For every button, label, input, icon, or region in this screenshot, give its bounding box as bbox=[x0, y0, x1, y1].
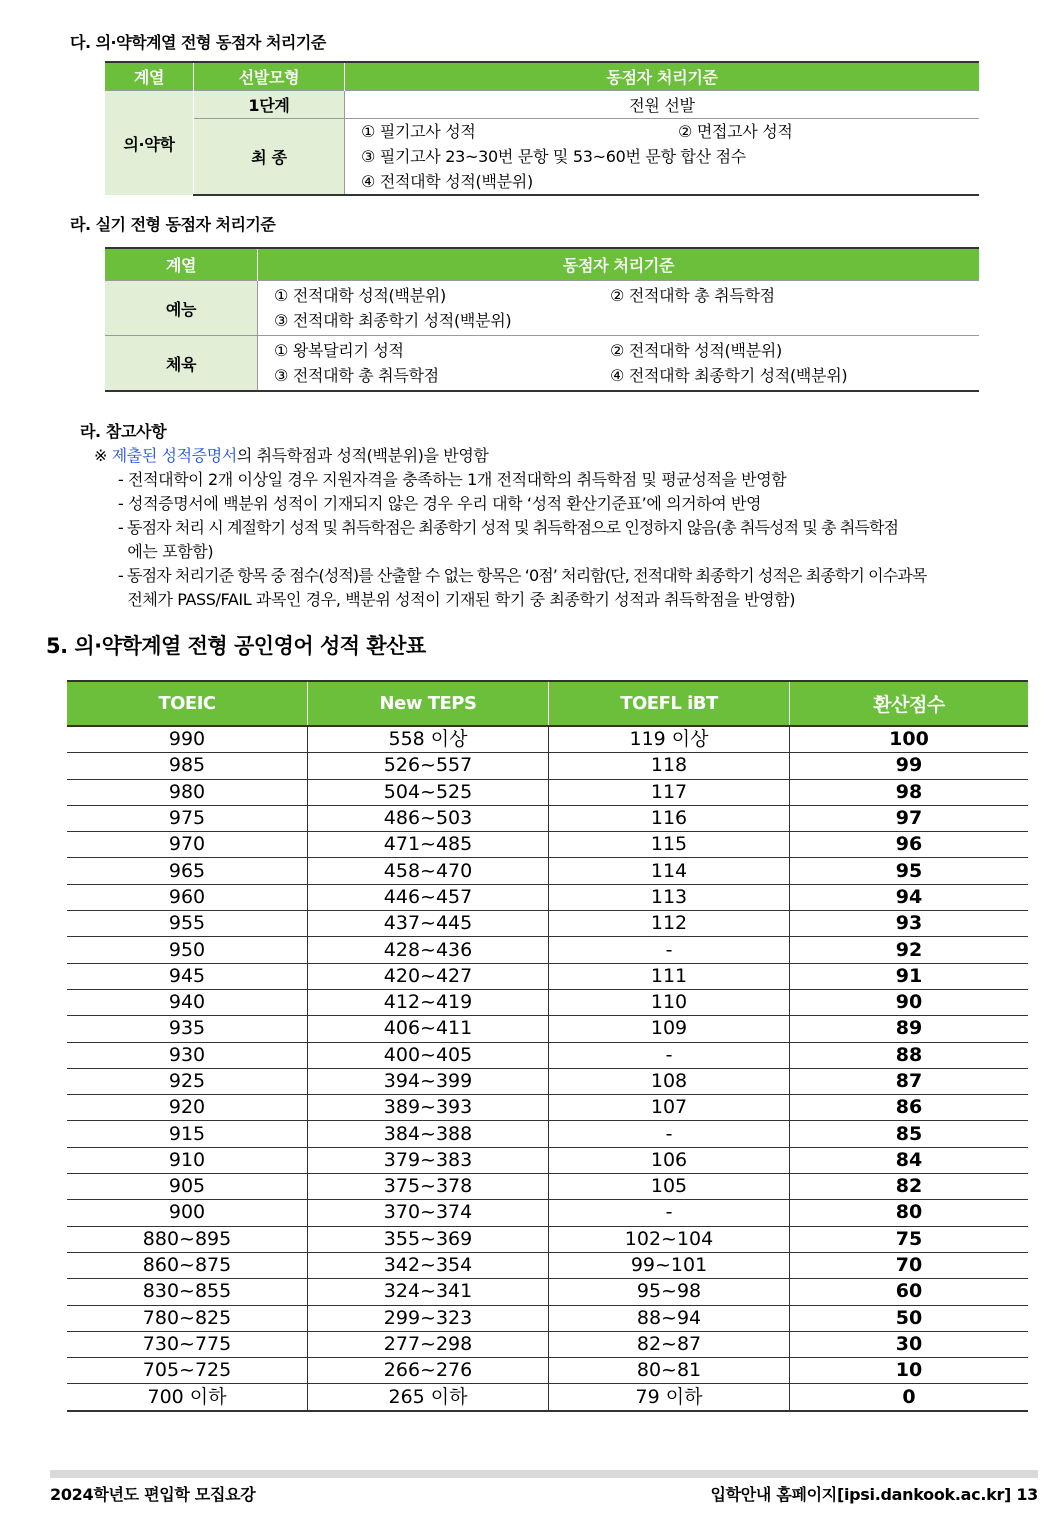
toefl-cell: 79 이하 bbox=[549, 1384, 790, 1411]
note-line-6: 전체가 PASS/FAIL 과목인 경우, 백분위 성적이 기재된 학기 중 최종학기 성적과 취득학점을 반영함) bbox=[118, 590, 796, 609]
toeic-cell: 705~725 bbox=[67, 1358, 308, 1384]
teps-cell: 266~276 bbox=[308, 1358, 549, 1384]
teps-cell: 458~470 bbox=[308, 858, 549, 884]
score-cell: 60 bbox=[790, 1279, 1029, 1305]
score-cell: 30 bbox=[790, 1331, 1029, 1357]
table-row bbox=[67, 884, 1028, 910]
teps-cell: 277~298 bbox=[308, 1331, 549, 1357]
footer-left: 2024학년도 편입학 모집요강 bbox=[50, 1485, 256, 1504]
final-items bbox=[345, 119, 980, 196]
table-row bbox=[67, 832, 1028, 858]
toefl-cell: 109 bbox=[549, 1016, 790, 1042]
toefl-cell: 110 bbox=[549, 989, 790, 1015]
arts-item-3: ③ 전적대학 최종학기 성적(백분위) bbox=[274, 311, 512, 330]
sports-item-4: ④ 전적대학 최종학기 성적(백분위) bbox=[610, 366, 848, 385]
toeic-cell: 830~855 bbox=[67, 1279, 308, 1305]
header-criteria: 동점자 처리기준 bbox=[345, 62, 980, 91]
score-cell: 50 bbox=[790, 1305, 1029, 1331]
toefl-cell: 116 bbox=[549, 805, 790, 831]
teps-cell: 486~503 bbox=[308, 805, 549, 831]
toefl-cell: 80~81 bbox=[549, 1358, 790, 1384]
teps-cell: 420~427 bbox=[308, 963, 549, 989]
table-row bbox=[67, 1095, 1028, 1121]
table-row bbox=[67, 1200, 1028, 1226]
teps-cell: 558 이상 bbox=[308, 726, 549, 753]
arts-line-1 bbox=[274, 283, 979, 308]
toefl-cell: 117 bbox=[549, 779, 790, 805]
notes-lead-rest: 의 취득학점과 성적(백분위)을 반영함 bbox=[236, 446, 489, 465]
sports-item-2: ② 전적대학 성적(백분위) bbox=[610, 341, 782, 360]
toeic-cell: 780~825 bbox=[67, 1305, 308, 1331]
toefl-cell: 115 bbox=[549, 832, 790, 858]
toefl-cell: - bbox=[549, 937, 790, 963]
teps-cell: 375~378 bbox=[308, 1174, 549, 1200]
header-category: 계열 bbox=[165, 256, 197, 275]
score-cell: 70 bbox=[790, 1252, 1029, 1278]
score-cell: 86 bbox=[790, 1095, 1029, 1121]
category-arts: 예능 bbox=[105, 281, 258, 336]
arts-items bbox=[258, 281, 980, 336]
toeic-cell: 960 bbox=[67, 884, 308, 910]
notes-lead bbox=[80, 444, 1040, 468]
table-row bbox=[67, 753, 1028, 779]
toeic-cell: 860~875 bbox=[67, 1252, 308, 1278]
header-model: 선발모형 bbox=[194, 62, 345, 91]
score-cell: 98 bbox=[790, 779, 1029, 805]
table-row bbox=[67, 911, 1028, 937]
score-cell: 90 bbox=[790, 989, 1029, 1015]
teps-cell: 412~419 bbox=[308, 989, 549, 1015]
score-cell: 85 bbox=[790, 1121, 1029, 1147]
final-item-1: ① 필기고사 성적 bbox=[361, 122, 476, 141]
score-cell: 91 bbox=[790, 963, 1029, 989]
toeic-cell: 925 bbox=[67, 1068, 308, 1094]
toefl-cell: 102~104 bbox=[549, 1226, 790, 1252]
toefl-cell: 88~94 bbox=[549, 1305, 790, 1331]
toeic-cell: 730~775 bbox=[67, 1331, 308, 1357]
teps-cell: 299~323 bbox=[308, 1305, 549, 1331]
reference-mark: ※ bbox=[94, 446, 112, 465]
toeic-cell: 940 bbox=[67, 989, 308, 1015]
score-cell: 88 bbox=[790, 1042, 1029, 1068]
score-cell: 93 bbox=[790, 911, 1029, 937]
score-cell: 97 bbox=[790, 805, 1029, 831]
table-row bbox=[67, 1121, 1028, 1147]
toeic-cell: 985 bbox=[67, 753, 308, 779]
note-line-5: - 동점자 처리기준 항목 중 점수(성적)를 산출할 수 없는 항목은 ‘0점’ 처리함(단, 전적대학 최종학기 성적은 최종학기 이수과목 bbox=[118, 566, 927, 585]
tie-break-table-practical bbox=[105, 247, 979, 392]
teps-cell: 400~405 bbox=[308, 1042, 549, 1068]
teps-cell: 389~393 bbox=[308, 1095, 549, 1121]
toeic-cell: 900 bbox=[67, 1200, 308, 1226]
teps-cell: 355~369 bbox=[308, 1226, 549, 1252]
score-cell: 10 bbox=[790, 1358, 1029, 1384]
toeic-cell: 950 bbox=[67, 937, 308, 963]
toeic-cell: 970 bbox=[67, 832, 308, 858]
category-sports: 체육 bbox=[105, 336, 258, 392]
final-item-2: ② 면접고사 성적 bbox=[678, 122, 793, 141]
table-row bbox=[67, 937, 1028, 963]
section-ra-title: 라. 실기 전형 동점자 처리기준 bbox=[70, 215, 276, 234]
score-cell: 96 bbox=[790, 832, 1029, 858]
section-da-title: 다. 의·약학계열 전형 동점자 처리기준 bbox=[70, 33, 326, 52]
table-row bbox=[67, 1252, 1028, 1278]
teps-cell: 324~341 bbox=[308, 1279, 549, 1305]
toeic-cell: 700 이하 bbox=[67, 1384, 308, 1411]
teps-cell: 370~374 bbox=[308, 1200, 549, 1226]
header-criteria: 동점자 처리기준 bbox=[258, 248, 980, 281]
teps-cell: 394~399 bbox=[308, 1068, 549, 1094]
teps-cell: 379~383 bbox=[308, 1147, 549, 1173]
final-label: 최 종 bbox=[194, 119, 345, 196]
table-row bbox=[67, 1068, 1028, 1094]
toefl-cell: 119 이상 bbox=[549, 726, 790, 753]
sports-item-1: ① 왕복달리기 성적 bbox=[274, 341, 404, 360]
table-row bbox=[67, 1279, 1028, 1305]
arts-item-2: ② 전적대학 총 취득학점 bbox=[610, 286, 775, 305]
section5-title: 5. 의·약학계열 전형 공인영어 성적 환산표 bbox=[46, 634, 426, 658]
toefl-cell: - bbox=[549, 1200, 790, 1226]
sports-line-2 bbox=[274, 363, 979, 388]
notes-section bbox=[80, 420, 1040, 612]
score-cell: 87 bbox=[790, 1068, 1029, 1094]
table-row bbox=[67, 1305, 1028, 1331]
toeic-cell: 910 bbox=[67, 1147, 308, 1173]
score-cell: 80 bbox=[790, 1200, 1029, 1226]
score-cell: 84 bbox=[790, 1147, 1029, 1173]
teps-cell: 504~525 bbox=[308, 779, 549, 805]
teps-cell: 446~457 bbox=[308, 884, 549, 910]
toeic-cell: 955 bbox=[67, 911, 308, 937]
table-row bbox=[67, 1174, 1028, 1200]
table-row bbox=[67, 858, 1028, 884]
header-score: 환산점수 bbox=[790, 681, 1029, 726]
score-cell: 75 bbox=[790, 1226, 1029, 1252]
toefl-cell: 114 bbox=[549, 858, 790, 884]
toeic-cell: 945 bbox=[67, 963, 308, 989]
toefl-cell: 105 bbox=[549, 1174, 790, 1200]
table-row bbox=[67, 1042, 1028, 1068]
notes-title: 라. 참고사항 bbox=[80, 422, 167, 441]
toefl-cell: - bbox=[549, 1042, 790, 1068]
header-toefl: TOEFL iBT bbox=[549, 681, 790, 726]
toefl-cell: 108 bbox=[549, 1068, 790, 1094]
toefl-cell: 112 bbox=[549, 911, 790, 937]
notes-highlight: 제출된 성적증명서 bbox=[111, 446, 237, 465]
teps-cell: 526~557 bbox=[308, 753, 549, 779]
teps-cell: 471~485 bbox=[308, 832, 549, 858]
toeic-cell: 920 bbox=[67, 1095, 308, 1121]
stage1-value: 전원 선발 bbox=[345, 91, 980, 119]
toeic-cell: 965 bbox=[67, 858, 308, 884]
english-score-table bbox=[67, 680, 1028, 1412]
teps-cell: 406~411 bbox=[308, 1016, 549, 1042]
arts-item-1: ① 전적대학 성적(백분위) bbox=[274, 286, 446, 305]
table-row bbox=[67, 989, 1028, 1015]
table-row bbox=[67, 1331, 1028, 1357]
toefl-cell: 95~98 bbox=[549, 1279, 790, 1305]
toeic-cell: 975 bbox=[67, 805, 308, 831]
score-cell: 95 bbox=[790, 858, 1029, 884]
toeic-cell: 980 bbox=[67, 779, 308, 805]
table-row bbox=[67, 1016, 1028, 1042]
footer-bar bbox=[50, 1470, 1038, 1478]
category-medical: 의·약학 bbox=[105, 91, 194, 196]
score-cell: 100 bbox=[790, 726, 1029, 753]
teps-cell: 384~388 bbox=[308, 1121, 549, 1147]
score-cell: 89 bbox=[790, 1016, 1029, 1042]
note-line-3: - 동점자 처리 시 계절학기 성적 및 취득학점은 최종학기 성적 및 취득학점으로 인정하지 않음(총 취득성적 및 총 취득학점 bbox=[118, 518, 899, 537]
header-teps: New TEPS bbox=[308, 681, 549, 726]
sports-line-1 bbox=[274, 338, 979, 363]
teps-cell: 342~354 bbox=[308, 1252, 549, 1278]
table-row bbox=[67, 1226, 1028, 1252]
toefl-cell: 118 bbox=[549, 753, 790, 779]
toefl-cell: - bbox=[549, 1121, 790, 1147]
note-line-1: - 전적대학이 2개 이상일 경우 지원자격을 충족하는 1개 전적대학의 취득학점 및 평균성적을 반영함 bbox=[118, 470, 787, 489]
teps-cell: 428~436 bbox=[308, 937, 549, 963]
toeic-cell: 915 bbox=[67, 1121, 308, 1147]
table-row bbox=[67, 805, 1028, 831]
note-line-2: - 성적증명서에 백분위 성적이 기재되지 않은 경우 우리 대학 ‘성적 환산기준표’에 의거하여 반영 bbox=[118, 494, 762, 513]
table-row bbox=[67, 1358, 1028, 1384]
teps-cell: 265 이하 bbox=[308, 1384, 549, 1411]
toefl-cell: 113 bbox=[549, 884, 790, 910]
footer-right: 입학안내 홈페이지[ipsi.dankook.ac.kr] 13 bbox=[710, 1485, 1038, 1504]
note-line-4: 에는 포함함) bbox=[118, 542, 214, 561]
header-category: 계열 bbox=[133, 68, 165, 87]
stage1-label: 1단계 bbox=[194, 91, 345, 119]
table-row bbox=[67, 726, 1028, 753]
sports-item-3: ③ 전적대학 총 취득학점 bbox=[274, 366, 439, 385]
final-item-3: ③ 필기고사 23~30번 문항 및 53~60번 문항 합산 점수 bbox=[361, 147, 746, 166]
tie-break-table-medical bbox=[105, 61, 979, 196]
final-item-4: ④ 전적대학 성적(백분위) bbox=[361, 172, 533, 191]
table-row bbox=[67, 1147, 1028, 1173]
toefl-cell: 99~101 bbox=[549, 1252, 790, 1278]
toeic-cell: 935 bbox=[67, 1016, 308, 1042]
table-row bbox=[67, 963, 1028, 989]
toeic-cell: 905 bbox=[67, 1174, 308, 1200]
teps-cell: 437~445 bbox=[308, 911, 549, 937]
toefl-cell: 106 bbox=[549, 1147, 790, 1173]
toeic-cell: 930 bbox=[67, 1042, 308, 1068]
score-cell: 94 bbox=[790, 884, 1029, 910]
table-row bbox=[67, 779, 1028, 805]
toefl-cell: 82~87 bbox=[549, 1331, 790, 1357]
header-toeic: TOEIC bbox=[158, 693, 216, 714]
score-cell: 82 bbox=[790, 1174, 1029, 1200]
final-line-1 bbox=[361, 119, 979, 144]
toeic-cell: 880~895 bbox=[67, 1226, 308, 1252]
score-cell: 0 bbox=[790, 1384, 1029, 1411]
toefl-cell: 111 bbox=[549, 963, 790, 989]
sports-items bbox=[258, 336, 980, 392]
score-cell: 99 bbox=[790, 753, 1029, 779]
table-row bbox=[67, 1384, 1028, 1411]
toeic-cell: 990 bbox=[67, 726, 308, 753]
toefl-cell: 107 bbox=[549, 1095, 790, 1121]
score-cell: 92 bbox=[790, 937, 1029, 963]
